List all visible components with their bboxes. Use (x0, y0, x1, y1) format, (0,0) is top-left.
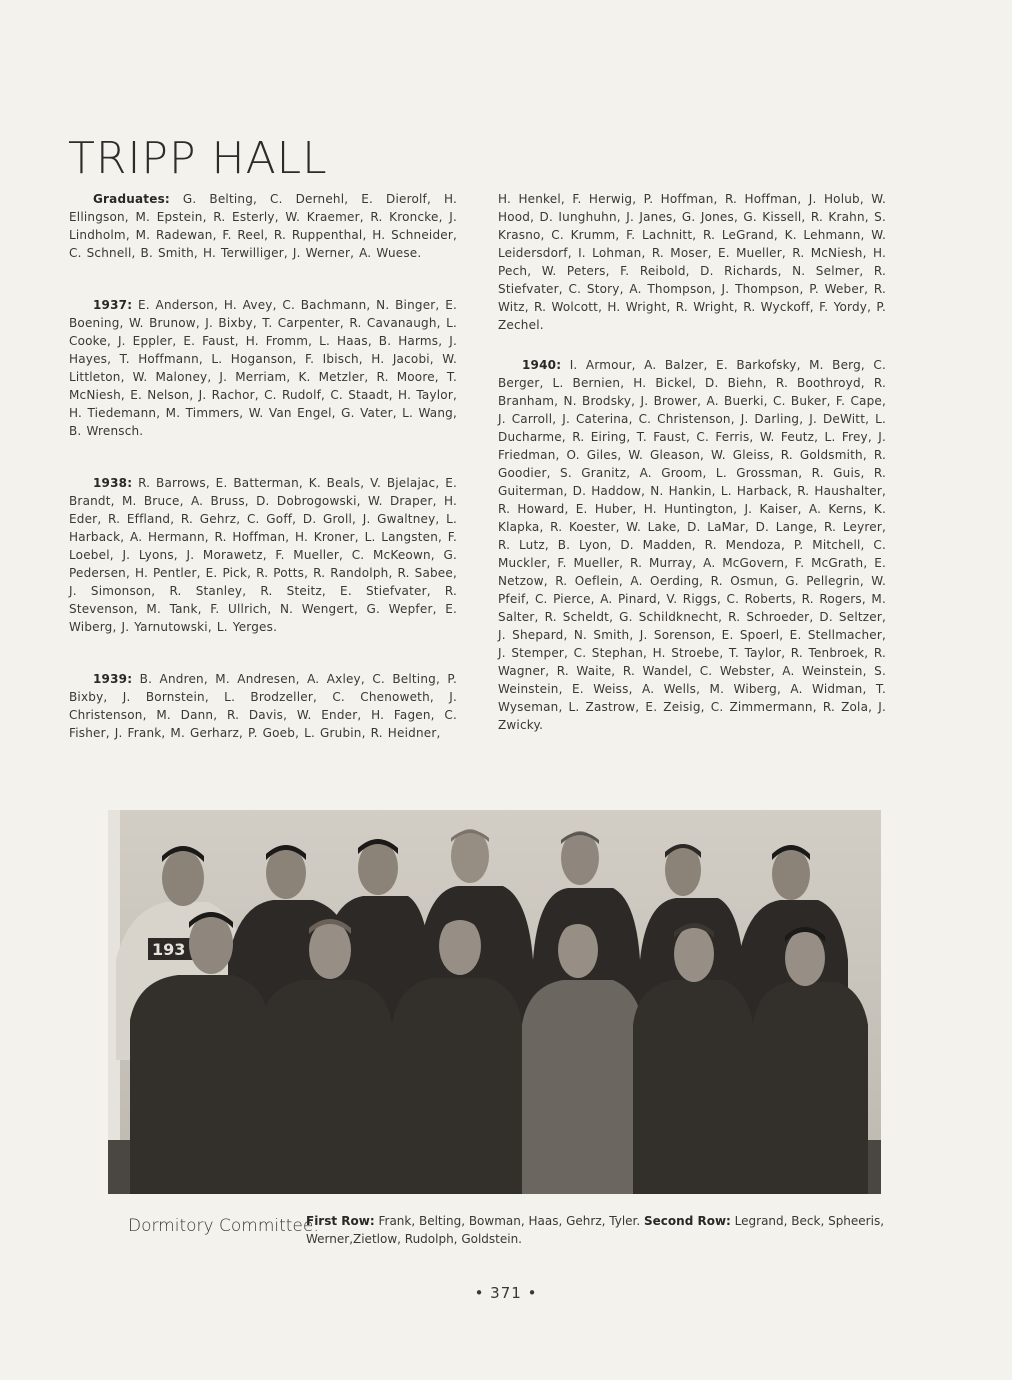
class-1940-label: 1940: (522, 358, 562, 372)
page-title: TRIPP HALL (68, 133, 328, 185)
class-1938-names: R. Barrows, E. Batterman, K. Beals, V. Bjelajac, E. Brandt, M. Bruce, A. Bruss, D. Dobrogowski, W. Draper, H. Eder, R. Effland, R. Gehrz, C. Goff, D. Groll, J. Gwaltney, L. Harback, A. Hermann, R. Hoffman, H. Kroner, L. Langsten, F. Loebel, J. Lyons, J. Morawetz, F. Mueller, C. McKeown, G. Pedersen, H. Pentler, E. Pick, R. Potts, R. Randolph, R. Sabee, J. Simonson, R. Stanley, R. Steitz, E. Stiefvater, R. Stevenson, M. Tank, F. Ullrich, N. Wengert, G. Wepfer, E. Wiberg, J. Yarnutowski, L. Yerges. (69, 476, 458, 634)
second-row-label: Second Row: (644, 1214, 731, 1228)
page-number: • 371 • (474, 1284, 538, 1302)
class-1938-label: 1938: (93, 476, 133, 490)
first-row-label: First Row: (306, 1214, 375, 1228)
class-1940-names: I. Armour, A. Balzer, E. Barkofsky, M. Berg, C. Berger, L. Bernien, H. Bickel, D. Biehn, R. Boothroyd, R. Branham, N. Brodsky, J. Brower, A. Buerki, C. Buker, F. Cape, J. Carroll, J. Caterina, C. Christenson, J. Darling, J. DeWitt, L. Ducharme, R. Eiring, T. Faust, C. Ferris, W. Feutz, L. Frey, J. Friedman, O. Giles, W. Gleason, W. Gleiss, R. Goldsmith, R. Goodier, S. Granitz, A. Groom, L. Grossman, R. Guis, R. Guiterman, D. Haddow, N. Hankin, L. Harback, R. Haushalter, R. Howard, E. Huber, H. Huntington, J. Kaiser, A. Kerns, K. Klapka, R. Koester, W. Lake, D. LaMar, D. Lange, R. Leyrer, R. Lutz, B. Lyon, D. Madden, R. Mendoza, P. Mitchell, C. Muckler, F. Mueller, R. Murray, A. McGovern, F. McGrath, E. Netzow, R. Oeflein, A. Oerding, R. Osmun, G. Pellegrin, W. Pfeif, C. Pierce, A. Pinard, V. Riggs, C. Roberts, R. Rogers, M. Salter, R. Scheldt, G. Schildknecht, R. Schroeder, D. Seltzer, J. Shepard, N. Smith, J. Sorenson, E. Spoerl, E. Stellmacher, J. Stemper, C. Stephan, H. Stroebe, T. Taylor, R. Tenbroek, R. Wagner, R. Waite, R. Wandel, C. Webster, A. Weinstein, S. Weinstein, E. Weiss, A. Wells, M. Wiberg, A. Widman, T. Wyseman, L. Zastrow, E. Zeisig, C. Zimmermann, R. Zola, J. Zwicky. (498, 358, 886, 732)
graduates-names: G. Belting, C. Dernehl, E. Dierolf, H. Ellingson, M. Epstein, R. Esterly, W. Kraemer, R. Kroncke, J. Lindholm, M. Radewan, F. Reel, R. Ruppenthal, H. Schneider, C. Schnell, B. Smith, H. Terwilliger, J. Werner, A. Wuese. (69, 192, 457, 260)
class-1937-section (69, 296, 457, 440)
sweater-number: 193 (152, 940, 186, 959)
group-photo-illustration (108, 810, 881, 1194)
class-1939-continued-names: H. Henkel, F. Herwig, P. Hoffman, R. Hoffman, J. Holub, W. Hood, D. Iunghuhn, J. Janes, G. Jones, G. Kissell, R. Krahn, S. Krasno, C. Krumm, F. Lachnitt, R. LeGrand, K. Lehmann, W. Leidersdorf, I. Lohman, R. Moser, E. Mueller, R. McNiesh, H. Pech, W. Peters, F. Reibold, D. Richards, N. Selmer, R. Stiefvater, C. Story, A. Thompson, J. Thompson, P. Weber, R. Witz, R. Wolcott, H. Wright, R. Wright, R. Wyckoff, F. Yordy, P. Zechel. (498, 192, 886, 332)
first-row-names: Frank, Belting, Bowman, Haas, Gehrz, Tyler. (378, 1214, 641, 1228)
caption-text (306, 1212, 891, 1248)
graduates-label: Graduates: (93, 192, 170, 206)
graduates-section (69, 190, 457, 262)
class-1939-continued (498, 190, 886, 334)
second-row-names: Legrand, Beck, Spheeris, Werner,Zietlow, Rudolph, Goldstein. (306, 1214, 885, 1246)
class-1939-label: 1939: (93, 672, 133, 686)
right-column (498, 190, 886, 734)
class-1938-section (69, 474, 457, 636)
left-column (69, 190, 457, 742)
class-1939-section (69, 670, 457, 742)
class-1940-section (498, 356, 886, 734)
class-1937-label: 1937: (93, 298, 133, 312)
committee-photo (108, 810, 881, 1194)
caption-title: Dormitory Committee: (128, 1216, 320, 1236)
class-1937-names: E. Anderson, H. Avey, C. Bachmann, N. Binger, E. Boening, W. Brunow, J. Bixby, T. Carpenter, R. Cavanaugh, L. Cooke, J. Eppler, E. Faust, H. Fromm, L. Haas, B. Harms, J. Hayes, T. Hoffmann, L. Hoganson, F. Ibisch, H. Jacobi, W. Littleton, W. Maloney, J. Merriam, K. Metzler, R. Moore, T. McNiesh, E. Nelson, J. Rachor, C. Rudolf, C. Staadt, H. Taylor, H. Tiedemann, M. Timmers, W. Van Engel, G. Vater, L. Wang, B. Wrensch. (69, 298, 458, 438)
class-1939-names: B. Andren, M. Andresen, A. Axley, C. Belting, P. Bixby, J. Bornstein, L. Brodzeller, C. Chenoweth, J. Christenson, M. Dann, R. Davis, W. Ender, H. Fagen, C. Fisher, J. Frank, M. Gerharz, P. Goeb, L. Grubin, R. Heidner, (69, 672, 458, 740)
